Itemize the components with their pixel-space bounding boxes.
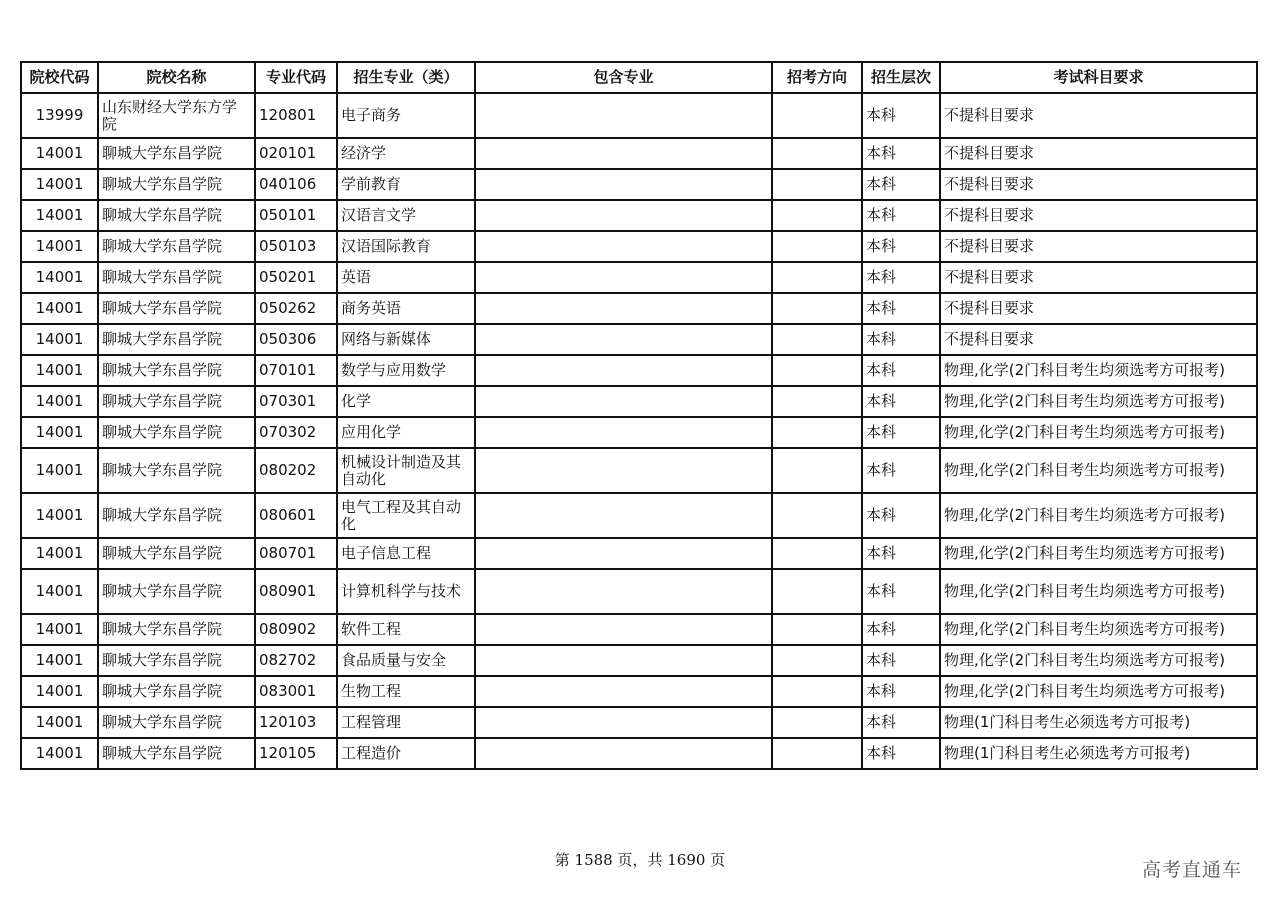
cell-school-code: 14001 <box>21 355 98 386</box>
cell-school-name: 聊城大学东昌学院 <box>98 200 255 231</box>
cell-school-name: 聊城大学东昌学院 <box>98 645 255 676</box>
cell-requirement: 物理(1门科目考生必须选考方可报考) <box>940 738 1257 769</box>
cell-school-name: 聊城大学东昌学院 <box>98 417 255 448</box>
cell-major: 英语 <box>337 262 475 293</box>
cell-major: 工程造价 <box>337 738 475 769</box>
cell-level: 本科 <box>862 645 940 676</box>
table-row <box>21 93 1257 138</box>
cell-school-code: 14001 <box>21 448 98 493</box>
cell-level: 本科 <box>862 355 940 386</box>
cell-level: 本科 <box>862 738 940 769</box>
cell-major-code: 020101 <box>255 138 337 169</box>
header-school-code: 院校代码 <box>21 62 98 93</box>
cell-included-majors <box>475 645 772 676</box>
cell-level: 本科 <box>862 538 940 569</box>
cell-major: 应用化学 <box>337 417 475 448</box>
cell-level: 本科 <box>862 569 940 614</box>
cell-direction <box>772 386 862 417</box>
cell-major: 商务英语 <box>337 293 475 324</box>
cell-direction <box>772 293 862 324</box>
cell-school-code: 14001 <box>21 614 98 645</box>
table-row <box>21 645 1257 676</box>
cell-requirement: 物理,化学(2门科目考生均须选考方可报考) <box>940 614 1257 645</box>
cell-included-majors <box>475 569 772 614</box>
cell-school-name: 聊城大学东昌学院 <box>98 262 255 293</box>
cell-included-majors <box>475 386 772 417</box>
cell-direction <box>772 738 862 769</box>
cell-included-majors <box>475 538 772 569</box>
cell-included-majors <box>475 293 772 324</box>
cell-major-code: 050306 <box>255 324 337 355</box>
cell-major: 电子商务 <box>337 93 475 138</box>
cell-level: 本科 <box>862 262 940 293</box>
cell-school-name: 聊城大学东昌学院 <box>98 324 255 355</box>
cell-major: 化学 <box>337 386 475 417</box>
cell-major: 学前教育 <box>337 169 475 200</box>
cell-school-code: 14001 <box>21 138 98 169</box>
cell-major-code: 080901 <box>255 569 337 614</box>
table-row <box>21 262 1257 293</box>
cell-school-code: 14001 <box>21 676 98 707</box>
cell-major: 机械设计制造及其自动化 <box>337 448 475 493</box>
cell-included-majors <box>475 738 772 769</box>
cell-school-name: 聊城大学东昌学院 <box>98 138 255 169</box>
cell-included-majors <box>475 493 772 538</box>
cell-school-code: 14001 <box>21 200 98 231</box>
cell-level: 本科 <box>862 448 940 493</box>
cell-major: 电气工程及其自动化 <box>337 493 475 538</box>
cell-direction <box>772 324 862 355</box>
cell-direction <box>772 231 862 262</box>
cell-level: 本科 <box>862 417 940 448</box>
cell-major: 汉语言文学 <box>337 200 475 231</box>
cell-requirement: 物理,化学(2门科目考生均须选考方可报考) <box>940 355 1257 386</box>
cell-direction <box>772 448 862 493</box>
cell-level: 本科 <box>862 676 940 707</box>
cell-requirement: 物理,化学(2门科目考生均须选考方可报考) <box>940 493 1257 538</box>
table-row <box>21 707 1257 738</box>
cell-school-code: 13999 <box>21 93 98 138</box>
cell-major: 生物工程 <box>337 676 475 707</box>
table-row <box>21 448 1257 493</box>
cell-level: 本科 <box>862 324 940 355</box>
cell-major: 电子信息工程 <box>337 538 475 569</box>
cell-major: 网络与新媒体 <box>337 324 475 355</box>
cell-major-code: 070301 <box>255 386 337 417</box>
cell-level: 本科 <box>862 93 940 138</box>
cell-major-code: 050262 <box>255 293 337 324</box>
table-row <box>21 169 1257 200</box>
cell-direction <box>772 93 862 138</box>
cell-school-name: 聊城大学东昌学院 <box>98 231 255 262</box>
cell-direction <box>772 707 862 738</box>
cell-requirement: 不提科目要求 <box>940 262 1257 293</box>
cell-major-code: 120103 <box>255 707 337 738</box>
cell-major: 软件工程 <box>337 614 475 645</box>
cell-included-majors <box>475 169 772 200</box>
cell-direction <box>772 262 862 293</box>
watermark-text: 高考直通车 <box>1142 859 1243 881</box>
cell-major: 计算机科学与技术 <box>337 569 475 614</box>
cell-requirement: 不提科目要求 <box>940 200 1257 231</box>
cell-major-code: 070302 <box>255 417 337 448</box>
cell-major-code: 083001 <box>255 676 337 707</box>
cell-major-code: 040106 <box>255 169 337 200</box>
cell-requirement: 不提科目要求 <box>940 138 1257 169</box>
cell-included-majors <box>475 324 772 355</box>
table-row <box>21 538 1257 569</box>
cell-included-majors <box>475 93 772 138</box>
cell-requirement: 物理,化学(2门科目考生均须选考方可报考) <box>940 386 1257 417</box>
cell-school-code: 14001 <box>21 738 98 769</box>
cell-school-name: 聊城大学东昌学院 <box>98 676 255 707</box>
cell-school-name: 聊城大学东昌学院 <box>98 569 255 614</box>
table-row <box>21 231 1257 262</box>
cell-level: 本科 <box>862 386 940 417</box>
cell-school-code: 14001 <box>21 538 98 569</box>
cell-requirement: 物理,化学(2门科目考生均须选考方可报考) <box>940 417 1257 448</box>
cell-direction <box>772 355 862 386</box>
cell-requirement: 物理(1门科目考生必须选考方可报考) <box>940 707 1257 738</box>
cell-major: 工程管理 <box>337 707 475 738</box>
cell-school-code: 14001 <box>21 645 98 676</box>
table-row <box>21 355 1257 386</box>
cell-level: 本科 <box>862 169 940 200</box>
cell-major: 数学与应用数学 <box>337 355 475 386</box>
table-row <box>21 676 1257 707</box>
cell-major: 汉语国际教育 <box>337 231 475 262</box>
header-level: 招生层次 <box>862 62 940 93</box>
cell-requirement: 不提科目要求 <box>940 93 1257 138</box>
cell-direction <box>772 614 862 645</box>
cell-included-majors <box>475 138 772 169</box>
table-header-row <box>21 62 1257 93</box>
cell-level: 本科 <box>862 707 940 738</box>
cell-school-name: 聊城大学东昌学院 <box>98 169 255 200</box>
cell-major-code: 080601 <box>255 493 337 538</box>
cell-direction <box>772 538 862 569</box>
cell-requirement: 物理,化学(2门科目考生均须选考方可报考) <box>940 538 1257 569</box>
cell-school-name: 聊城大学东昌学院 <box>98 355 255 386</box>
cell-major-code: 082702 <box>255 645 337 676</box>
table-row <box>21 324 1257 355</box>
cell-major: 食品质量与安全 <box>337 645 475 676</box>
cell-requirement: 物理,化学(2门科目考生均须选考方可报考) <box>940 676 1257 707</box>
cell-included-majors <box>475 200 772 231</box>
cell-school-name: 山东财经大学东方学院 <box>98 93 255 138</box>
cell-major-code: 120801 <box>255 93 337 138</box>
page-number: 第 1588 页，共 1690 页 <box>554 851 726 869</box>
cell-direction <box>772 200 862 231</box>
table-row <box>21 493 1257 538</box>
cell-direction <box>772 138 862 169</box>
cell-school-name: 聊城大学东昌学院 <box>98 386 255 417</box>
cell-school-code: 14001 <box>21 169 98 200</box>
cell-requirement: 物理,化学(2门科目考生均须选考方可报考) <box>940 645 1257 676</box>
cell-school-code: 14001 <box>21 293 98 324</box>
table-row <box>21 569 1257 614</box>
cell-direction <box>772 676 862 707</box>
cell-major-code: 050103 <box>255 231 337 262</box>
cell-requirement: 不提科目要求 <box>940 324 1257 355</box>
header-major-code: 专业代码 <box>255 62 337 93</box>
table-row <box>21 386 1257 417</box>
header-direction: 招考方向 <box>772 62 862 93</box>
admissions-table <box>20 61 1258 770</box>
cell-major-code: 080202 <box>255 448 337 493</box>
cell-major-code: 080701 <box>255 538 337 569</box>
cell-requirement: 不提科目要求 <box>940 231 1257 262</box>
cell-direction <box>772 645 862 676</box>
table-row <box>21 417 1257 448</box>
cell-school-code: 14001 <box>21 493 98 538</box>
header-school-name: 院校名称 <box>98 62 255 93</box>
cell-school-name: 聊城大学东昌学院 <box>98 493 255 538</box>
table-row <box>21 200 1257 231</box>
cell-school-code: 14001 <box>21 417 98 448</box>
cell-school-code: 14001 <box>21 231 98 262</box>
cell-school-name: 聊城大学东昌学院 <box>98 738 255 769</box>
header-major: 招生专业（类） <box>337 62 475 93</box>
cell-requirement: 不提科目要求 <box>940 293 1257 324</box>
cell-level: 本科 <box>862 231 940 262</box>
header-included-majors: 包含专业 <box>475 62 772 93</box>
cell-major-code: 050201 <box>255 262 337 293</box>
cell-school-name: 聊城大学东昌学院 <box>98 448 255 493</box>
cell-included-majors <box>475 231 772 262</box>
cell-school-name: 聊城大学东昌学院 <box>98 293 255 324</box>
table-row <box>21 738 1257 769</box>
cell-major-code: 120105 <box>255 738 337 769</box>
cell-school-name: 聊城大学东昌学院 <box>98 538 255 569</box>
cell-included-majors <box>475 417 772 448</box>
table-row <box>21 614 1257 645</box>
cell-included-majors <box>475 707 772 738</box>
cell-school-code: 14001 <box>21 324 98 355</box>
cell-school-code: 14001 <box>21 569 98 614</box>
table-row <box>21 293 1257 324</box>
cell-requirement: 不提科目要求 <box>940 169 1257 200</box>
cell-school-name: 聊城大学东昌学院 <box>98 614 255 645</box>
header-requirement: 考试科目要求 <box>940 62 1257 93</box>
cell-direction <box>772 417 862 448</box>
cell-level: 本科 <box>862 493 940 538</box>
cell-level: 本科 <box>862 614 940 645</box>
cell-school-code: 14001 <box>21 262 98 293</box>
cell-included-majors <box>475 614 772 645</box>
cell-included-majors <box>475 355 772 386</box>
table-body <box>21 93 1257 769</box>
cell-included-majors <box>475 676 772 707</box>
cell-school-code: 14001 <box>21 386 98 417</box>
cell-included-majors <box>475 262 772 293</box>
cell-level: 本科 <box>862 200 940 231</box>
cell-direction <box>772 569 862 614</box>
cell-major-code: 050101 <box>255 200 337 231</box>
cell-level: 本科 <box>862 138 940 169</box>
cell-requirement: 物理,化学(2门科目考生均须选考方可报考) <box>940 569 1257 614</box>
cell-major-code: 070101 <box>255 355 337 386</box>
cell-school-code: 14001 <box>21 707 98 738</box>
cell-direction <box>772 169 862 200</box>
table-row <box>21 138 1257 169</box>
cell-direction <box>772 493 862 538</box>
cell-major-code: 080902 <box>255 614 337 645</box>
cell-included-majors <box>475 448 772 493</box>
cell-requirement: 物理,化学(2门科目考生均须选考方可报考) <box>940 448 1257 493</box>
cell-major: 经济学 <box>337 138 475 169</box>
cell-school-name: 聊城大学东昌学院 <box>98 707 255 738</box>
cell-level: 本科 <box>862 293 940 324</box>
